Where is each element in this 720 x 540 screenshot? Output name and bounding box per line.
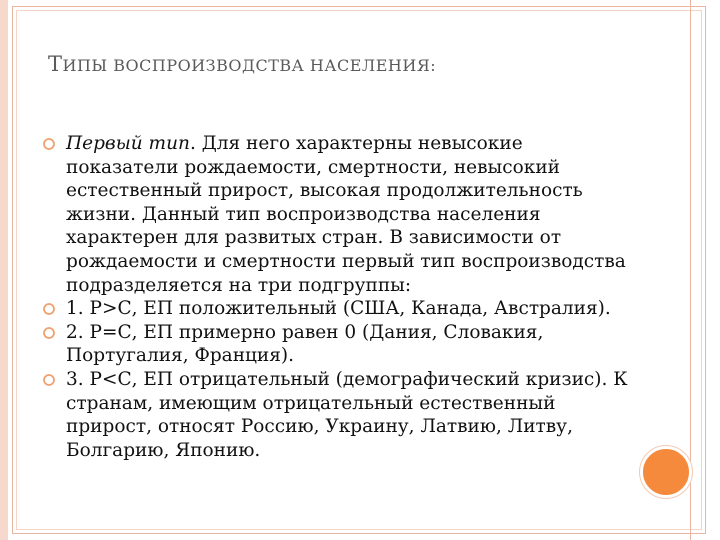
list-item: [40, 368, 640, 462]
list-item: [40, 132, 640, 297]
open-circle-bullet-icon: [42, 137, 56, 151]
right-decorative-line: [690, 0, 691, 540]
slide-title: [48, 52, 648, 76]
list-item: [40, 321, 640, 368]
list-item-text: . Для него характерны невысокие показатели рождаемости, смертности, невысокий естественный прирост, высокая продолжительность жизни. Данный тип воспроизводства населения характерен для развитых стран. В зависимости от рождаемости и смертности первый тип воспроизводства подразделяется на три подгруппы:: [66, 133, 626, 296]
list-item-text: 3. Р<С, ЕП отрицательный (демографический кризис). К странам, имеющим отрицательный естественный прирост, относят Россию, Украину, Латвию, Литву, Болгарию, Японию.: [66, 368, 628, 461]
open-circle-bullet-icon: [42, 326, 56, 340]
bullet-list: [40, 132, 640, 462]
list-item-text: 2. Р=С, ЕП примерно равен 0 (Дания, Словакия, Португалия, Франция).: [66, 321, 544, 367]
slide-title-first-letter: Т: [48, 52, 63, 76]
open-circle-bullet-icon: [42, 302, 56, 316]
open-circle-bullet-icon: [42, 373, 56, 387]
slide-title-rest: ИПЫ ВОСПРОИЗВОДСТВА НАСЕЛЕНИЯ:: [62, 56, 437, 75]
list-item: [40, 297, 640, 321]
left-decorative-stripe: [0, 0, 8, 540]
list-item-text: 1. Р>С, ЕП положительный (США, Канада, Австралия).: [66, 298, 611, 320]
list-item-lead: Первый тип: [66, 133, 190, 154]
decorative-orange-circle: [640, 446, 692, 498]
